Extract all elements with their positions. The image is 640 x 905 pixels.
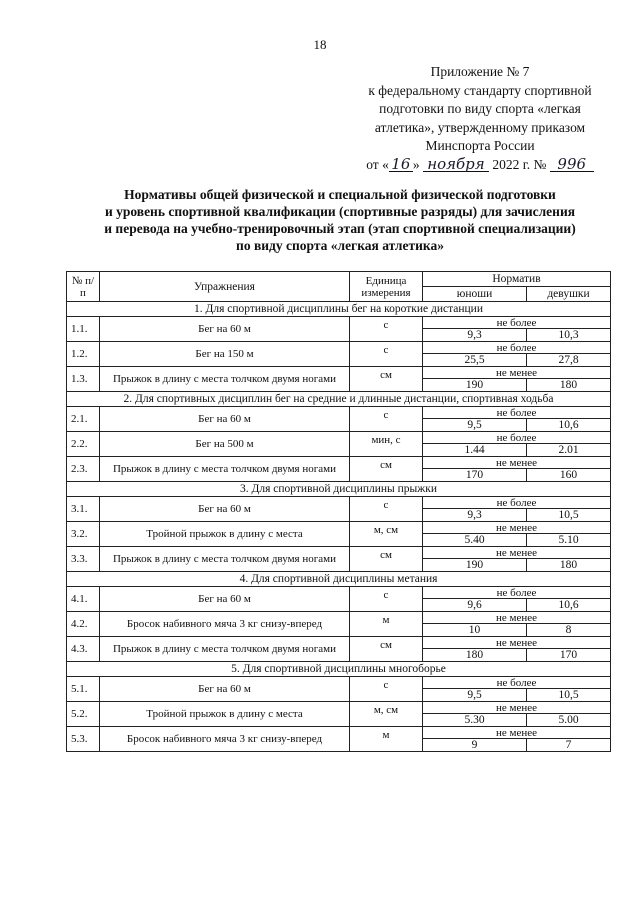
- unit-cell: м: [350, 612, 423, 637]
- norm-condition: не менее: [423, 547, 611, 559]
- exercise-name: Бег на 60 м: [100, 407, 350, 432]
- boys-value: 190: [423, 559, 527, 572]
- table-row: [67, 457, 611, 469]
- header-num: № п/п: [67, 272, 100, 302]
- girls-value: 180: [527, 379, 611, 392]
- boys-value: 170: [423, 469, 527, 482]
- appendix-line: атлетика», утвержденному приказом: [374, 119, 586, 135]
- girls-value: 5.00: [527, 714, 611, 727]
- exercise-name: Бег на 60 м: [100, 497, 350, 522]
- norms-table: [66, 271, 611, 752]
- order-month-handwritten: ноября: [423, 157, 489, 172]
- girls-value: 170: [527, 649, 611, 662]
- row-number: 3.1.: [67, 497, 100, 522]
- row-number: 1.3.: [67, 367, 100, 392]
- table-row: [67, 342, 611, 354]
- girls-value: 8: [527, 624, 611, 637]
- girls-value: 5.10: [527, 534, 611, 547]
- order-line: [350, 156, 610, 175]
- girls-value: 180: [527, 559, 611, 572]
- exercise-name: Бег на 60 м: [100, 677, 350, 702]
- row-number: 5.2.: [67, 702, 100, 727]
- appendix-line: подготовки по виду спорта «легкая: [379, 101, 581, 116]
- boys-value: 9: [423, 739, 527, 752]
- row-number: 3.2.: [67, 522, 100, 547]
- unit-cell: с: [350, 497, 423, 522]
- exercise-name: Бег на 60 м: [100, 587, 350, 612]
- girls-value: 10,6: [527, 599, 611, 612]
- norm-condition: не более: [423, 342, 611, 354]
- table-row: [67, 432, 611, 444]
- row-number: 2.3.: [67, 457, 100, 482]
- norm-condition: не менее: [423, 612, 611, 624]
- unit-cell: с: [350, 677, 423, 702]
- exercise-name: Бег на 500 м: [100, 432, 350, 457]
- appendix-header: [350, 63, 610, 174]
- title-line: и уровень спортивной квалификации (спортивные разряды) для зачисления: [104, 204, 576, 219]
- table-row: [67, 547, 611, 559]
- order-prefix: от «: [366, 156, 389, 172]
- girls-value: 27,8: [527, 354, 611, 367]
- norm-condition: не менее: [423, 637, 611, 649]
- order-quote: »: [412, 156, 420, 172]
- girls-value: 160: [527, 469, 611, 482]
- row-number: 5.1.: [67, 677, 100, 702]
- exercise-name: Бросок набивного мяча 3 кг снизу-вперед: [100, 727, 350, 752]
- norm-condition: не более: [423, 317, 611, 329]
- boys-value: 9,3: [423, 509, 527, 522]
- table-row: [67, 702, 611, 714]
- exercise-name: Прыжок в длину с места толчком двумя ногами: [100, 637, 350, 662]
- exercise-name: Прыжок в длину с места толчком двумя ногами: [100, 457, 350, 482]
- unit-cell: см: [350, 367, 423, 392]
- boys-value: 5.40: [423, 534, 527, 547]
- norm-condition: не менее: [423, 367, 611, 379]
- document-title: [60, 186, 620, 254]
- unit-cell: см: [350, 547, 423, 572]
- order-day-handwritten: 16: [389, 157, 413, 172]
- boys-value: 9,6: [423, 599, 527, 612]
- girls-value: 10,5: [527, 509, 611, 522]
- row-number: 4.3.: [67, 637, 100, 662]
- table-row: [67, 367, 611, 379]
- girls-value: 2.01: [527, 444, 611, 457]
- header-unit: Единица измерения: [350, 272, 423, 302]
- boys-value: 1.44: [423, 444, 527, 457]
- header-norm: Норматив: [423, 272, 611, 287]
- exercise-name: Тройной прыжок в длину с места: [100, 702, 350, 727]
- header-boys: юноши: [423, 287, 527, 302]
- table-row: [67, 612, 611, 624]
- exercise-name: Бег на 150 м: [100, 342, 350, 367]
- row-number: 1.1.: [67, 317, 100, 342]
- header-girls: девушки: [527, 287, 611, 302]
- exercise-name: Бег на 60 м: [100, 317, 350, 342]
- table-row: [67, 522, 611, 534]
- exercise-name: Прыжок в длину с места толчком двумя ногами: [100, 367, 350, 392]
- norm-condition: не более: [423, 432, 611, 444]
- table-row: [67, 677, 611, 689]
- row-number: 1.2.: [67, 342, 100, 367]
- section-row: [67, 392, 611, 407]
- girls-value: 10,5: [527, 689, 611, 702]
- title-line: Нормативы общей физической и специальной физической подготовки: [124, 187, 556, 202]
- section-title: 5. Для спортивной дисциплины многоборье: [67, 662, 611, 677]
- table-row: [67, 587, 611, 599]
- norm-condition: не менее: [423, 457, 611, 469]
- unit-cell: с: [350, 407, 423, 432]
- unit-cell: мин, с: [350, 432, 423, 457]
- boys-value: 10: [423, 624, 527, 637]
- unit-cell: см: [350, 637, 423, 662]
- section-title: 1. Для спортивной дисциплины бег на короткие дистанции: [67, 302, 611, 317]
- unit-cell: м, см: [350, 522, 423, 547]
- norms-body: [67, 302, 611, 752]
- exercise-name: Бросок набивного мяча 3 кг снизу-вперед: [100, 612, 350, 637]
- section-row: [67, 572, 611, 587]
- row-number: 2.2.: [67, 432, 100, 457]
- row-number: 2.1.: [67, 407, 100, 432]
- section-row: [67, 662, 611, 677]
- appendix-line: Минспорта России: [425, 138, 535, 153]
- boys-value: 190: [423, 379, 527, 392]
- boys-value: 9,3: [423, 329, 527, 342]
- norm-condition: не менее: [423, 727, 611, 739]
- section-row: [67, 482, 611, 497]
- header-exercise: Упражнения: [100, 272, 350, 302]
- norm-condition: не более: [423, 407, 611, 419]
- section-title: 3. Для спортивной дисциплины прыжки: [67, 482, 611, 497]
- unit-cell: с: [350, 587, 423, 612]
- girls-value: 10,3: [527, 329, 611, 342]
- row-number: 3.3.: [67, 547, 100, 572]
- title-line: по виду спорта «легкая атлетика»: [236, 238, 444, 253]
- unit-cell: с: [350, 342, 423, 367]
- unit-cell: м: [350, 727, 423, 752]
- boys-value: 25,5: [423, 354, 527, 367]
- boys-value: 9,5: [423, 419, 527, 432]
- girls-value: 10,6: [527, 419, 611, 432]
- table-row: [67, 317, 611, 329]
- row-number: 4.2.: [67, 612, 100, 637]
- exercise-name: Прыжок в длину с места толчком двумя ногами: [100, 547, 350, 572]
- boys-value: 9,5: [423, 689, 527, 702]
- title-line: и перевода на учебно-тренировочный этап (этап спортивной специализации): [104, 221, 576, 236]
- table-row: [67, 407, 611, 419]
- norm-condition: не более: [423, 677, 611, 689]
- row-number: 5.3.: [67, 727, 100, 752]
- unit-cell: м, см: [350, 702, 423, 727]
- appendix-line: к федеральному стандарту спортивной: [368, 82, 592, 98]
- table-row: [67, 497, 611, 509]
- norm-condition: не менее: [423, 702, 611, 714]
- exercise-name: Тройной прыжок в длину с места: [100, 522, 350, 547]
- norm-condition: не менее: [423, 522, 611, 534]
- boys-value: 5.30: [423, 714, 527, 727]
- order-number-handwritten: 996: [550, 157, 594, 172]
- section-title: 2. Для спортивных дисциплин бег на средние и длинные дистанции, спортивная ходьба: [67, 392, 611, 407]
- table-row: [67, 727, 611, 739]
- order-year: 2022 г. №: [492, 156, 547, 172]
- appendix-line: Приложение № 7: [430, 64, 530, 79]
- boys-value: 180: [423, 649, 527, 662]
- section-title: 4. Для спортивной дисциплины метания: [67, 572, 611, 587]
- section-row: [67, 302, 611, 317]
- norm-condition: не более: [423, 497, 611, 509]
- table-row: [67, 637, 611, 649]
- norm-condition: не более: [423, 587, 611, 599]
- page-number: 18: [313, 37, 327, 52]
- unit-cell: с: [350, 317, 423, 342]
- row-number: 4.1.: [67, 587, 100, 612]
- girls-value: 7: [527, 739, 611, 752]
- unit-cell: см: [350, 457, 423, 482]
